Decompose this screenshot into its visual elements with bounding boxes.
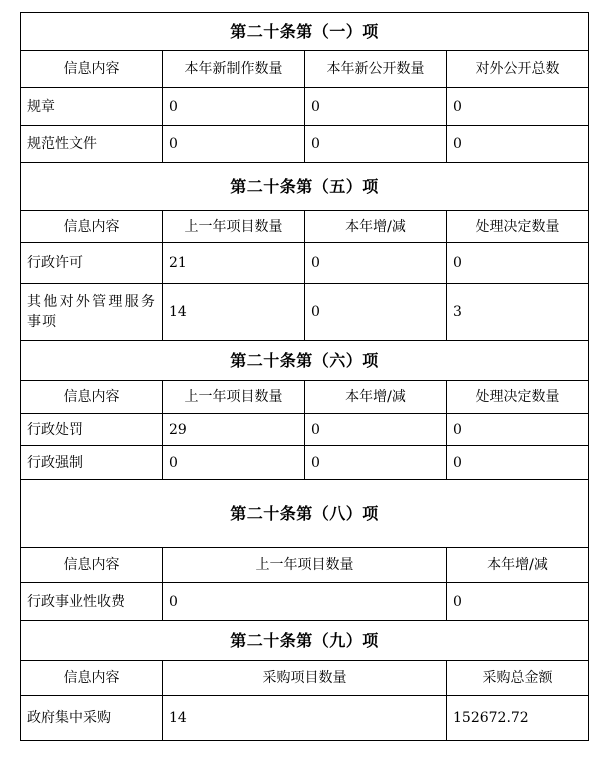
disclosure-report-table xyxy=(20,12,589,741)
section-title-row xyxy=(21,480,589,548)
row-label: 政府集中采购 xyxy=(21,696,163,741)
cell-value: 0 xyxy=(447,414,589,446)
cell-value: 0 xyxy=(163,88,305,126)
table-row xyxy=(21,243,589,284)
col-header: 信息内容 xyxy=(21,548,163,583)
cell-value: 3 xyxy=(447,284,589,341)
col-header: 上一年项目数量 xyxy=(163,548,447,583)
row-label: 其他对外管理服务事项 xyxy=(21,284,163,341)
cell-value: 0 xyxy=(447,243,589,284)
cell-value: 0 xyxy=(447,88,589,126)
row-label: 行政事业性收费 xyxy=(21,583,163,621)
col-header: 信息内容 xyxy=(21,51,163,88)
cell-value: 0 xyxy=(305,414,447,446)
cell-value: 0 xyxy=(163,446,305,480)
cell-value: 0 xyxy=(447,446,589,480)
col-header: 处理决定数量 xyxy=(447,381,589,414)
col-header: 采购总金额 xyxy=(447,661,589,696)
col-header: 本年增/减 xyxy=(305,381,447,414)
table-row xyxy=(21,88,589,126)
section-title-3: 第二十条第（六）项 xyxy=(21,341,589,381)
row-label: 规章 xyxy=(21,88,163,126)
table-row xyxy=(21,446,589,480)
section-title-row xyxy=(21,341,589,381)
cell-value: 0 xyxy=(305,243,447,284)
col-header: 信息内容 xyxy=(21,211,163,243)
row-label: 规范性文件 xyxy=(21,126,163,163)
header-row xyxy=(21,211,589,243)
section-title-row xyxy=(21,13,589,51)
section-title-2: 第二十条第（五）项 xyxy=(21,163,589,211)
table-row xyxy=(21,414,589,446)
cell-value: 29 xyxy=(163,414,305,446)
header-row xyxy=(21,548,589,583)
col-header: 本年新公开数量 xyxy=(305,51,447,88)
cell-value: 0 xyxy=(305,446,447,480)
cell-value: 14 xyxy=(163,696,447,741)
col-header: 上一年项目数量 xyxy=(163,381,305,414)
col-header: 本年增/减 xyxy=(447,548,589,583)
col-header: 信息内容 xyxy=(21,381,163,414)
col-header: 对外公开总数 xyxy=(447,51,589,88)
table-row xyxy=(21,696,589,741)
cell-value: 21 xyxy=(163,243,305,284)
cell-value: 0 xyxy=(447,126,589,163)
section-title-1: 第二十条第（一）项 xyxy=(21,13,589,51)
table-row xyxy=(21,284,589,341)
col-header: 采购项目数量 xyxy=(163,661,447,696)
table-row xyxy=(21,583,589,621)
cell-value: 0 xyxy=(163,583,447,621)
table-row xyxy=(21,126,589,163)
section-title-5: 第二十条第（九）项 xyxy=(21,621,589,661)
header-row xyxy=(21,381,589,414)
row-label: 行政许可 xyxy=(21,243,163,284)
section-title-row xyxy=(21,163,589,211)
col-header: 本年新制作数量 xyxy=(163,51,305,88)
cell-value: 0 xyxy=(305,126,447,163)
section-title-row xyxy=(21,621,589,661)
row-label: 行政强制 xyxy=(21,446,163,480)
header-row xyxy=(21,661,589,696)
cell-value: 0 xyxy=(163,126,305,163)
col-header: 处理决定数量 xyxy=(447,211,589,243)
cell-value: 0 xyxy=(447,583,589,621)
header-row xyxy=(21,51,589,88)
col-header: 上一年项目数量 xyxy=(163,211,305,243)
section-title-4: 第二十条第（八）项 xyxy=(21,480,589,548)
cell-value: 0 xyxy=(305,88,447,126)
col-header: 信息内容 xyxy=(21,661,163,696)
col-header: 本年增/减 xyxy=(305,211,447,243)
cell-value: 0 xyxy=(305,284,447,341)
cell-value: 152672.72 xyxy=(447,696,589,741)
row-label: 行政处罚 xyxy=(21,414,163,446)
cell-value: 14 xyxy=(163,284,305,341)
